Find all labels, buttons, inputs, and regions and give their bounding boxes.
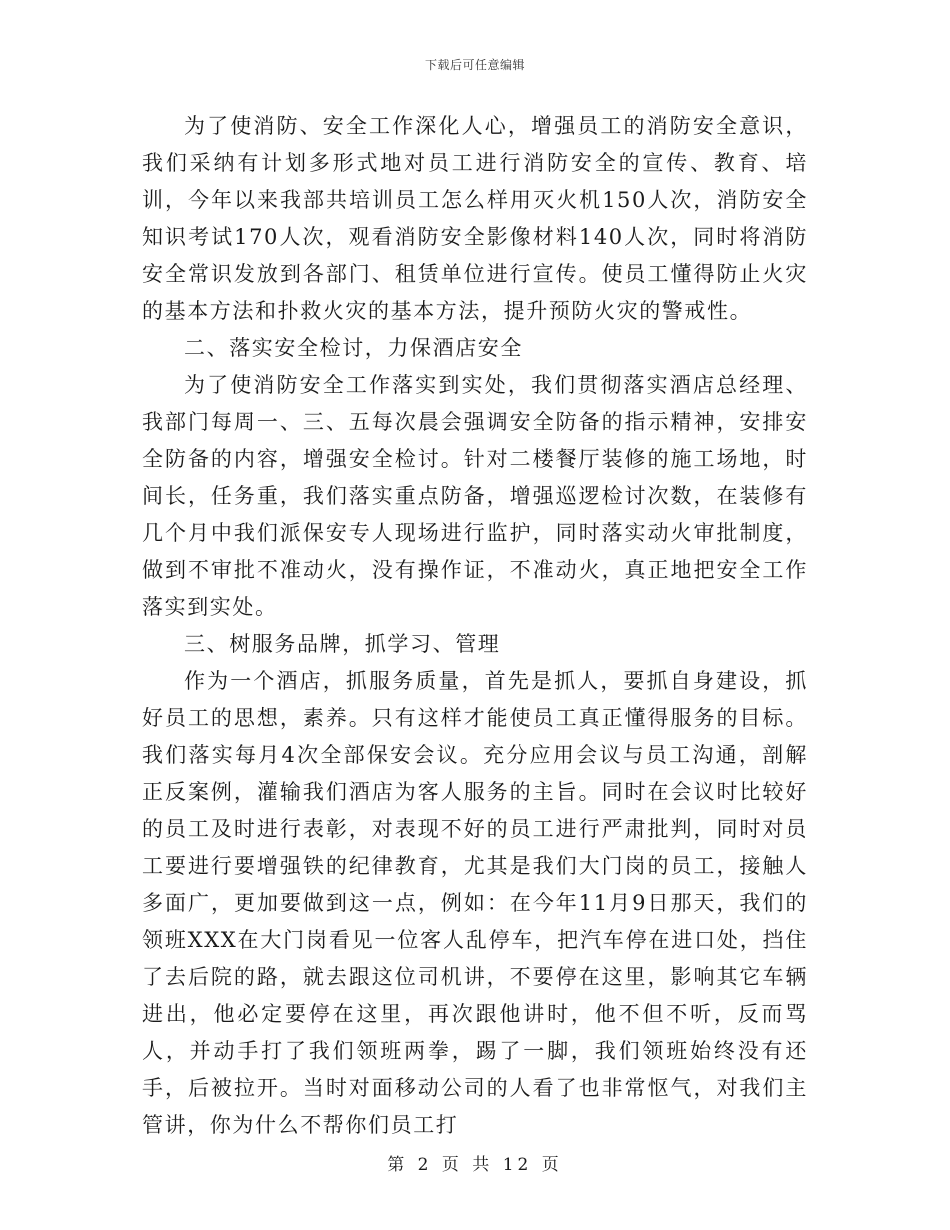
page-number: 第 2 页 共 12 页 bbox=[387, 1155, 563, 1175]
section-heading: 二、落实安全检讨，力保酒店安全 bbox=[184, 336, 523, 360]
body-paragraph: 为了使消防安全工作落实到实处，我们贯彻落实酒店总经理、我部门每周一、三、五每次晨会强调安全防备的指示精神，安排安全防备的内容，增强安全检讨。针对二楼餐厅装修的施工场地，时间长，任务重，我们落实重点防备，增强巡逻检讨次数，在装修有几个月中我们派保安专人现场进行监护，同时落实动火审批制度，做到不审批不准动火，没有操作证，不准动火，真正地把安全工作落实到实处。 bbox=[142, 373, 808, 619]
body-paragraph: 作为一个酒店，抓服务质量，首先是抓人，要抓自身建设，抓好员工的思想，素养。只有这样才能使员工真正懂得服务的目标。我们落实每月4次全部保安会议。充分应用会议与员工沟通，剖解正反案例，灌输我们酒店为客人服务的主旨。同时在会议时比较好的员工及时进行表彰，对表现不好的员工进行严肃批判，同时对员工要进行要增强铁的纪律教育，尤其是我们大门岗的员工，接触人多面广，更加要做到这一点，例如：在今年11月9日那天，我们的领班XXX在大门岗看见一位客人乱停车，把汽车停在进口处，挡住了去后院的路，就去跟这位司机讲，不要停在这里，影响其它车辆进出，他必定要停在这里，再次跟他讲时，他不但不听，反而骂人，并动手打了我们领班两拳，踢了一脚，我们领班始终没有还手，后被拉开。当时对面移动公司的人看了也非常怄气，对我们主管讲，你为什么不帮你们员工打 bbox=[142, 669, 808, 1137]
body-paragraph: 为了使消防、安全工作深化人心，增强员工的消防安全意识，我们采纳有计划多形式地对员工进行消防安全的宣传、教育、培训，今年以来我部共培训员工怎么样用灭火机150人次，消防安全知识考试170人次，观看消防安全影像材料140人次，同时将消防安全常识发放到各部门、租赁单位进行宣传。使员工懂得防止火灾的基本方法和扑救火灾的基本方法，提升预防火灾的警戒性。 bbox=[142, 114, 808, 323]
page-header: 下载后可任意编辑 bbox=[424, 58, 525, 72]
document-body bbox=[142, 108, 808, 1144]
section-heading: 三、树服务品牌，抓学习、管理 bbox=[184, 632, 501, 656]
